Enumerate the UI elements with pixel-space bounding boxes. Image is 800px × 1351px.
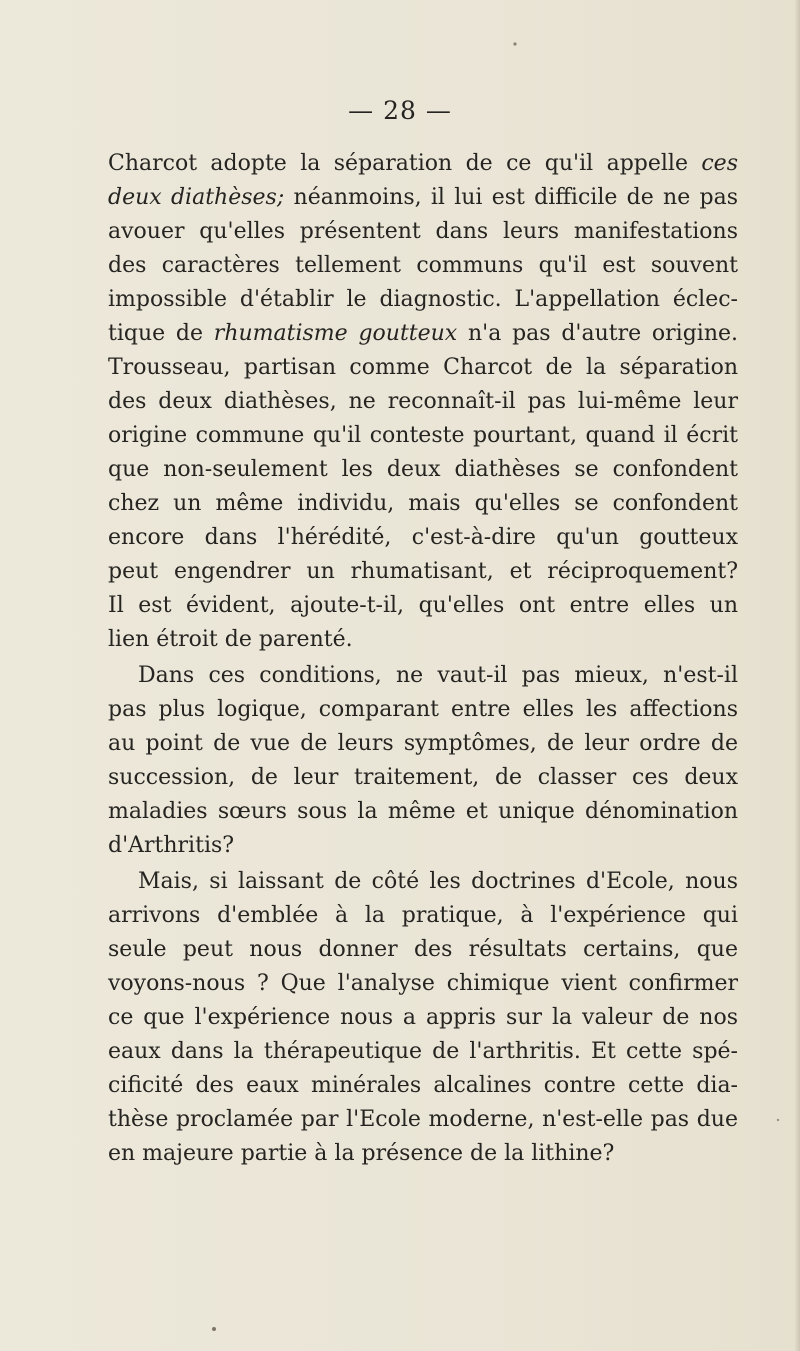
- text-line: avouer qu'elles présentent dans leurs manifestations: [108, 219, 738, 244]
- text-line: voyons-nous ? Que l'analyse chimique vient confirmer: [108, 971, 738, 996]
- body-text: [108, 147, 738, 1171]
- text-line: Charcot adopte la séparation de ce qu'il appelle ces: [108, 151, 738, 176]
- text-line: des caractères tellement communs qu'il est souvent: [108, 253, 738, 278]
- text-line: que non-seulement les deux diathèses se confondent: [108, 457, 738, 482]
- text-line: ce que l'expérience nous a appris sur la valeur de nos: [108, 1005, 738, 1030]
- text-line: thèse proclamée par l'Ecole moderne, n'est-elle pas due: [108, 1107, 738, 1132]
- text-line: Trousseau, partisan comme Charcot de la séparation: [108, 355, 738, 380]
- text-line: peut engendrer un rhumatisant, et réciproquement?: [108, 559, 738, 584]
- text-line: pas plus logique, comparant entre elles les affections: [108, 697, 738, 722]
- text-line: impossible d'établir le diagnostic. L'appellation éclec-: [108, 287, 738, 312]
- text-line: origine commune qu'il conteste pourtant, quand il écrit: [108, 423, 738, 448]
- text-line: cificité des eaux minérales alcalines contre cette dia-: [108, 1073, 738, 1098]
- page-edge-shadow: [794, 0, 800, 1351]
- text-line: lien étroit de parenté.: [108, 627, 353, 652]
- text-line: des deux diathèses, ne reconnaît-il pas lui-même leur: [108, 389, 738, 414]
- text-line: Mais, si laissant de côté les doctrines d'Ecole, nous: [138, 869, 738, 894]
- text-line: Il est évident, ajoute-t-il, qu'elles ont entre elles un: [108, 593, 738, 618]
- text-line: chez un même individu, mais qu'elles se confondent: [108, 491, 738, 516]
- text-line: Dans ces conditions, ne vaut-il pas mieux, n'est-il: [138, 663, 738, 688]
- text-line: deux diathèses; néanmoins, il lui est difficile de ne pas: [108, 185, 738, 210]
- text-line: maladies sœurs sous la même et unique dénomination: [108, 799, 738, 824]
- page-number: — 28 —: [348, 96, 452, 125]
- text-line: arrivons d'emblée à la pratique, à l'expérience qui: [108, 903, 738, 928]
- text-line: encore dans l'hérédité, c'est-à-dire qu'un goutteux: [108, 525, 738, 550]
- text-line: d'Arthritis?: [108, 833, 235, 858]
- text-line: seule peut nous donner des résultats certains, que: [108, 937, 738, 962]
- text-line: tique de rhumatisme goutteux n'a pas d'autre origine.: [108, 321, 738, 346]
- text-line: au point de vue de leurs symptômes, de leur ordre de: [108, 731, 738, 756]
- text-line: en majeure partie à la présence de la lithine?: [108, 1141, 615, 1166]
- text-line: eaux dans la thérapeutique de l'arthritis. Et cette spé-: [108, 1039, 738, 1064]
- text-line: succession, de leur traitement, de classer ces deux: [108, 765, 738, 790]
